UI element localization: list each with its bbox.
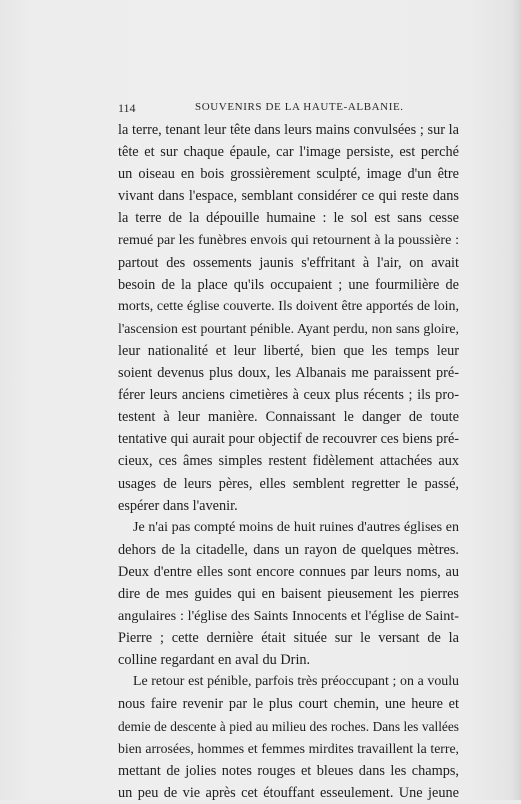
text-line: la terre de la dépouille humaine : le sol est sans cesse	[118, 210, 459, 227]
text-line: partout des ossements jaunis s'effritant à l'air, on avait	[118, 254, 459, 271]
text-line: vivant dans l'espace, semblant considérer ce qui reste dans	[118, 188, 459, 205]
text-line: férer leurs anciens cimetières à ceux plus récents ; ils pro-	[118, 387, 459, 404]
text-line: l'ascension est pourtant pénible. Ayant perdu, non sans gloire,	[118, 320, 459, 336]
running-header	[118, 101, 458, 117]
text-line: angulaires : l'église des Saints Innocents et l'église de Saint-	[118, 608, 459, 625]
text-line: nous faire revenir par le plus court chemin, une heure et	[118, 696, 459, 713]
text-line: remué par les funèbres envois qui retournent à la poussière :	[118, 232, 459, 249]
text-line: besoin de la place qu'ils occupaient ; une fourmilière de	[118, 276, 459, 293]
text-line: un oiseau en bois grossièrement sculpté, image d'un être	[118, 166, 459, 183]
paragraph-end-line: colline regardant en aval du Drin.	[118, 652, 311, 669]
paragraph-start-line: Je n'ai pas compté moins de huit ruines d'autres églises en	[133, 519, 459, 535]
text-line: tête et sur chaque épaule, car l'image persiste, est perché	[118, 144, 459, 161]
text-line: demie de descente à pied au milieu des roches. Dans les vallées	[118, 718, 459, 734]
text-line: bien arrosées, hommes et femmes mirdites travaillent la terre,	[118, 740, 459, 756]
text-line: soient devenus plus doux, les Albanais me paraissent pré-	[118, 365, 459, 382]
text-line: leur nationalité et leur liberté, bien que les temps leur	[118, 342, 459, 359]
text-line: un peu de vie après cet étouffant esseulement. Une jeune	[118, 784, 459, 801]
running-title: SOUVENIRS DE LA HAUTE-ALBANIE.	[195, 101, 404, 113]
text-line: tentative qui aurait pour objectif de recouvrer ces biens pré-	[118, 431, 459, 448]
paragraph-end-line: espérer dans l'avenir.	[118, 497, 238, 514]
text-line: dehors de la citadelle, dans un rayon de quelques mètres.	[118, 541, 459, 558]
paragraph-start-line: Le retour est pénible, parfois très préoccupant ; on a voulu	[133, 674, 459, 690]
text-line: mettant de jolies notes rouges et bleues dans les champs,	[118, 762, 459, 779]
text-line: dire de mes guides qui en baisent pieusement les pierres	[118, 585, 459, 602]
text-line: cieux, ces âmes simples restent fidèlement attachées aux	[118, 453, 459, 470]
text-line: morts, cette église couverte. Ils doivent être apportés de loin,	[118, 298, 459, 314]
page-edge-shadow	[511, 0, 521, 800]
text-line: Pierre ; cette dernière était située sur le versant de la	[118, 630, 459, 647]
page-number: 114	[118, 101, 136, 115]
text-line: usages de leurs pères, elles semblent regretter le passé,	[118, 475, 459, 492]
body-text	[118, 119, 459, 804]
text-line: Deux d'entre elles sont encore connues par leurs noms, au	[118, 563, 459, 580]
text-line: la terre, tenant leur tête dans leurs mains convulsées ; sur la	[118, 122, 459, 138]
text-line: testent à leur manière. Connaissant le danger de toute	[118, 409, 459, 426]
